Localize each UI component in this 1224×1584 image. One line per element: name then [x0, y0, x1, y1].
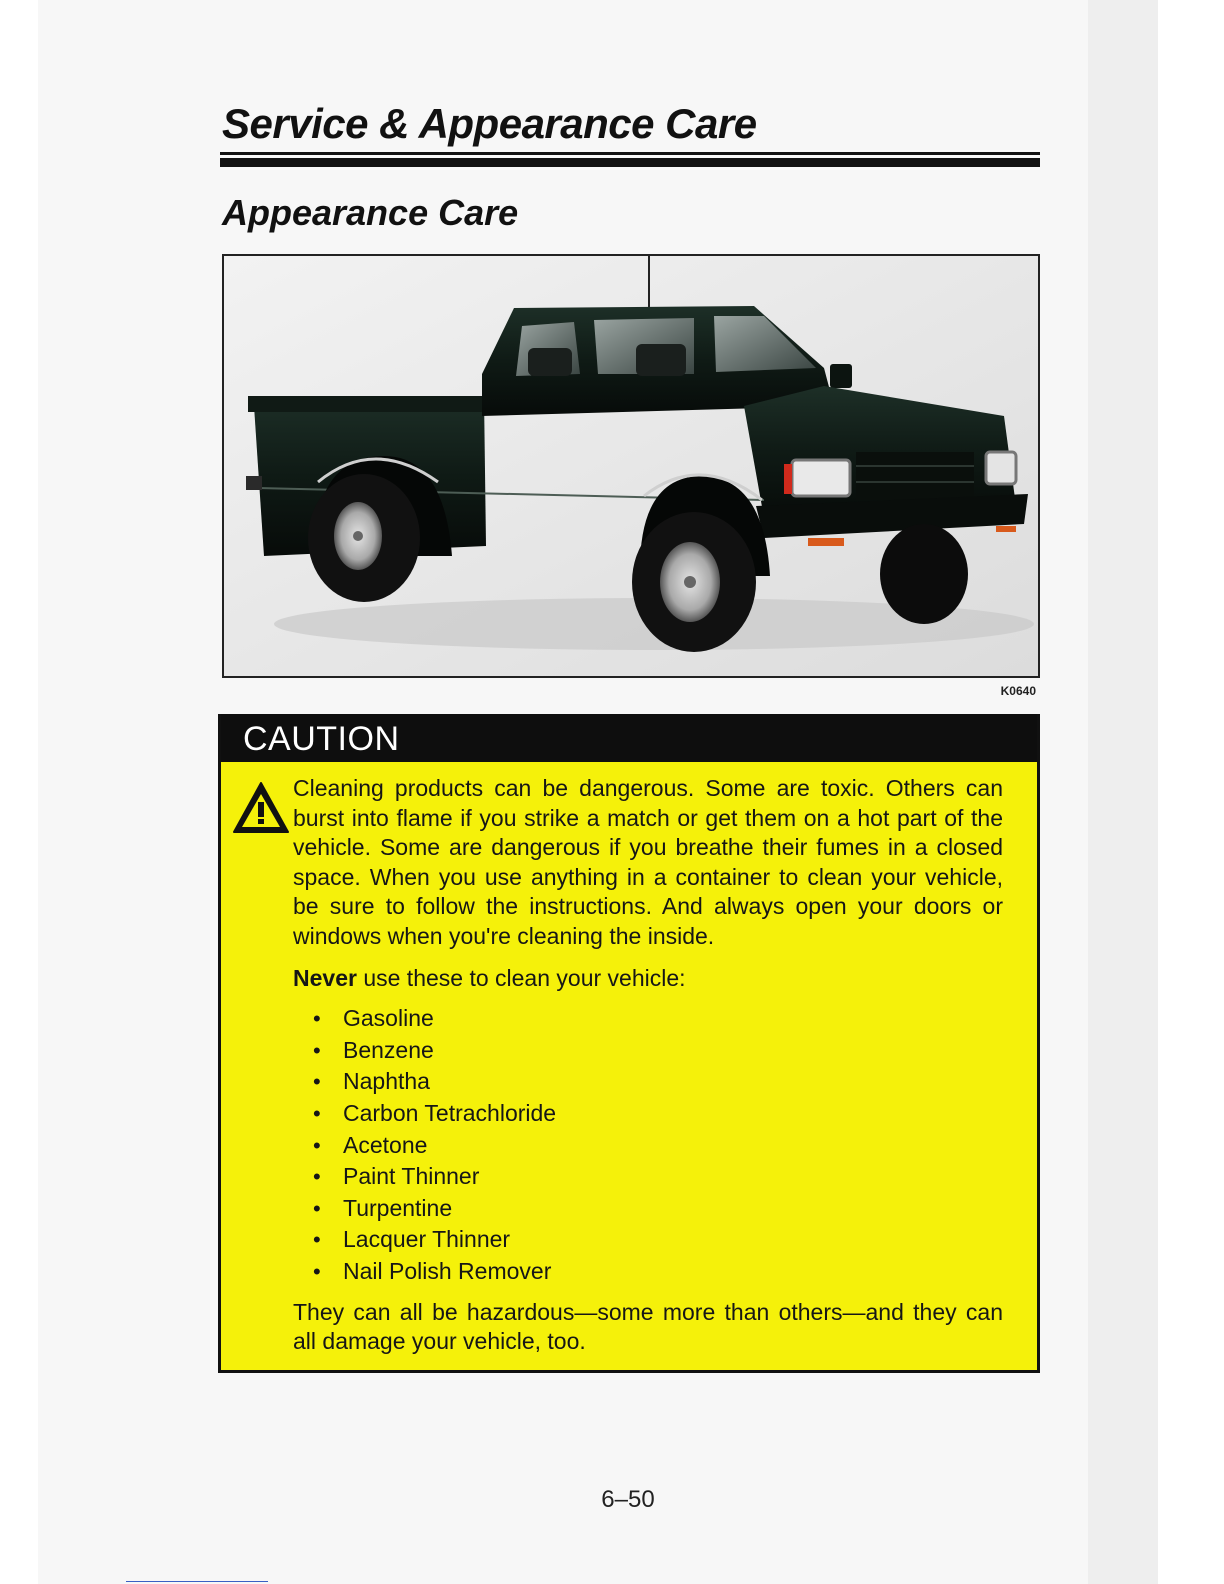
caution-label: CAUTION [243, 720, 400, 758]
never-rest-text: use these to clean your vehicle: [356, 964, 686, 991]
never-emphasis: Never [293, 964, 357, 991]
figure-code: K0640 [1000, 684, 1036, 698]
list-item: • Acetone [313, 1130, 1003, 1162]
list-item: • Lacquer Thinner [313, 1224, 1003, 1256]
caution-paragraph: Cleaning products can be dangerous. Some are toxic. Others can burst into flame if you strike a match or get them on a hot part of the vehicle. Some are dangerous if you breathe their fumes in a closed space. When you use anything in a container to clean your vehicle, be sure to follow the instructions. And always open your doors or windows when you're cleaning the inside. [293, 775, 1003, 949]
bottom-link-underline[interactable] [126, 1581, 268, 1582]
chapter-title: Service & Appearance Care [222, 100, 757, 147]
header-rule-thin [220, 152, 1040, 155]
section-title: Appearance Care [222, 192, 519, 233]
list-item: • Gasoline [313, 1003, 1003, 1035]
truck-photo [222, 254, 1040, 678]
page-edge-shade [1088, 0, 1158, 1584]
list-item: • Naphtha [313, 1066, 1003, 1098]
list-item: • Paint Thinner [313, 1161, 1003, 1193]
caution-body [293, 774, 1003, 1357]
caution-header [221, 714, 1037, 762]
caution-closing: They can all be hazardous—some more than others—and they can all damage your vehicle, too. [293, 1298, 1003, 1355]
list-item: • Benzene [313, 1035, 1003, 1067]
never-instruction [293, 964, 1003, 994]
page-number: 6–50 [601, 1486, 655, 1513]
caution-box [218, 714, 1040, 1373]
list-item: • Nail Polish Remover [313, 1256, 1003, 1288]
list-item: • Turpentine [313, 1193, 1003, 1225]
warning-triangle-icon [231, 780, 291, 836]
hazardous-products-list [293, 1003, 1003, 1287]
pickup-truck-illustration [224, 256, 1038, 676]
list-item: • Carbon Tetrachloride [313, 1098, 1003, 1130]
header-rule-thick [220, 158, 1040, 167]
